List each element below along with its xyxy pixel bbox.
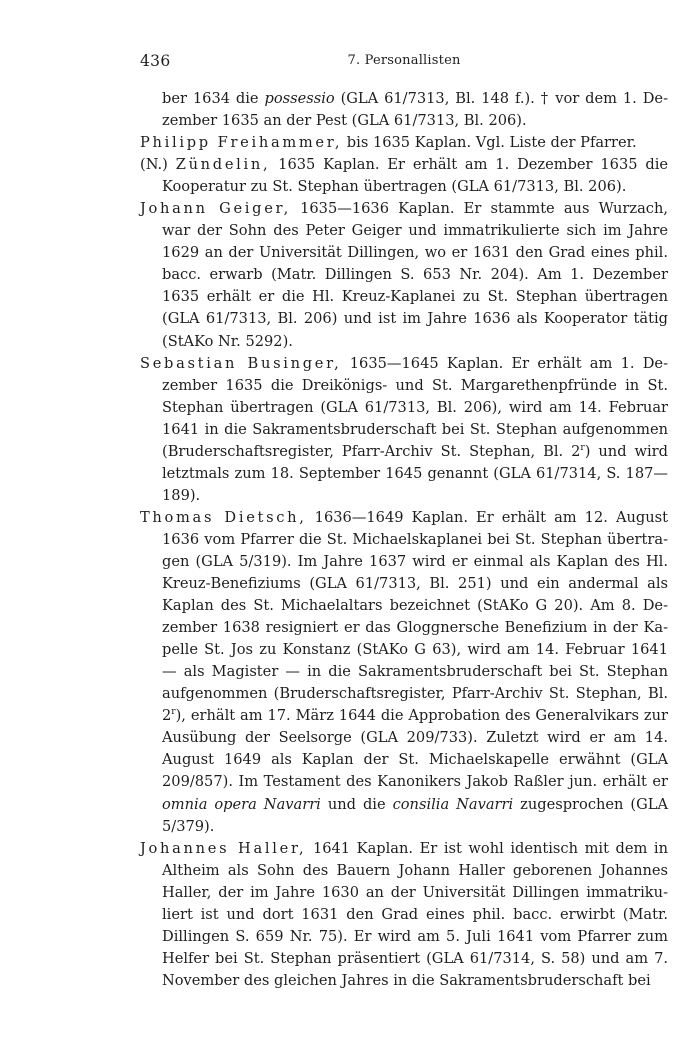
entry-continuation bbox=[140, 88, 668, 132]
entry-geiger bbox=[140, 198, 668, 352]
entry-text: 1636—1649 Kaplan. Er erhält am 12. August 1636 vom Pfarrer die St. Michaelskaplanei bei St. Stephan übertragen (GLA 5/319). Im Jahre 1637 wird er einmal als Kaplan des Hl. Kreuz-Benefiziums (GLA 61/7313, Bl. 251) und ein andermal als Kaplan des St. Michaelaltars bezeichnet (StAKo G 20). Am 8. Dezember 1638 resigniert er das Gloggnersche Benefizium in der Kapelle St. Jos zu Konstanz (StAKo G 63), wird am 14. Februar 1641 — als Magister — in die Sakramentsbruderschaft bei St. Stephan aufgenommen (Bruderschaftsregister, Pfarr-Archiv St. Stephan, Bl. 2 bbox=[162, 508, 668, 725]
entry-dietsch bbox=[140, 507, 668, 838]
latin-term: omnia opera Navarri bbox=[162, 795, 321, 813]
latin-term: consilia Navarri bbox=[392, 795, 514, 813]
page-header bbox=[140, 52, 668, 74]
first-name: Thomas bbox=[140, 508, 215, 526]
entry-businger bbox=[140, 353, 668, 507]
entry-text: 1635—1636 Kaplan. Er stammte aus Wurzach, war der Sohn des Peter Geiger und immatrikulierte sich im Jahre 1629 an der Universität Dillingen, wo er 1631 den Grad eines phil. bacc. erwarb (Matr. Dillingen S. 653 Nr. 204). Am 1. Dezember 1635 erhält er die Hl. Kreuz-Kaplanei zu St. Stephan übertragen (GLA 61/7313, Bl. 206) und ist im Jahre 1636 als Kooperator tätig (StAKo Nr. 5292). bbox=[162, 200, 668, 350]
latin-term: possessio bbox=[264, 90, 335, 107]
first-name: Sebastian bbox=[140, 354, 238, 372]
superscript: r bbox=[580, 442, 585, 453]
page-number: 436 bbox=[140, 52, 171, 70]
entry-freihammer bbox=[140, 132, 668, 154]
first-name: Johannes bbox=[140, 839, 230, 857]
entry-text: zugesprochen (GLA 5/379). bbox=[162, 795, 668, 835]
first-name: Philipp bbox=[140, 134, 211, 152]
name-prefix: (N.) bbox=[140, 156, 168, 174]
entry-text: (GLA 61/7313, Bl. 148 f.). † vor dem 1. Dezember 1635 an der Pest (GLA 61/7313, Bl. 206). bbox=[162, 90, 668, 130]
entry-text: 1635—1645 Kaplan. Er erhält am 1. Dezember 1635 die Dreikönigs- und St. Margarethenpfründe in St. Stephan übertragen (GLA 61/7313, Bl. 206), wird am 14. Februar 1641 in die Sakramentsbruderschaft bei St. Stephan aufgenommen (Bruderschaftsregister, Pfarr-Archiv St. Stephan, Bl. 2 bbox=[162, 354, 669, 460]
entry-text: 1641 Kaplan. Er ist wohl identisch mit dem in Altheim als Sohn des Bauern Johann Haller geborenen Johannes Haller, der im Jahre 1630 an der Universität Dillingen immatrikuliert ist und dort 1631 den Grad eines phil. bacc. erwirbt (Matr. Dillingen S. 659 Nr. 75). Er wird am 5. Juli 1641 vom Pfarrer zum Helfer bei St. Stephan präsentiert (GLA 61/7314, S. 58) und am 7. November des gleichen Jahres in die Sakramentsbruderschaft bei bbox=[162, 839, 668, 989]
running-head: 7. Personallisten bbox=[347, 53, 461, 68]
entry-text: ) und wird letztmals zum 18. September 1645 genannt (GLA 61/7314, S. 187—189). bbox=[162, 442, 668, 504]
entry-text: ), erhält am 17. März 1644 die Approbation des Generalvikars zur Ausübung der Seelsorge (GLA 209/733). Zuletzt wird er am 14. August 1649 als Kaplan der St. Michaelskapelle erwähnt (GLA 209/857). Im Testament des Kanonikers Jakob Raßler jun. erhält er bbox=[162, 707, 668, 791]
last-name: Geiger, bbox=[219, 200, 291, 218]
entry-text: ber 1634 die bbox=[162, 90, 265, 107]
entry-text: und die bbox=[320, 795, 393, 813]
last-name: Dietsch, bbox=[224, 508, 307, 526]
entry-text: 1635 Kaplan. Er erhält am 1. Dezember 1635 die Kooperatur zu St. Stephan übertragen (GLA 61/7313, Bl. 206). bbox=[162, 156, 669, 196]
superscript: r bbox=[171, 707, 176, 718]
first-name: Johann bbox=[140, 200, 208, 218]
entry-haller bbox=[140, 838, 668, 992]
last-name: Freihammer, bbox=[217, 134, 343, 152]
body-text bbox=[140, 88, 668, 992]
entry-zuendelin bbox=[140, 154, 668, 198]
entry-text: bis 1635 Kaplan. Vgl. Liste der Pfarrer. bbox=[342, 134, 637, 152]
last-name: Haller, bbox=[238, 839, 307, 857]
last-name: Businger, bbox=[247, 354, 342, 372]
last-name: Zündelin, bbox=[175, 156, 271, 174]
